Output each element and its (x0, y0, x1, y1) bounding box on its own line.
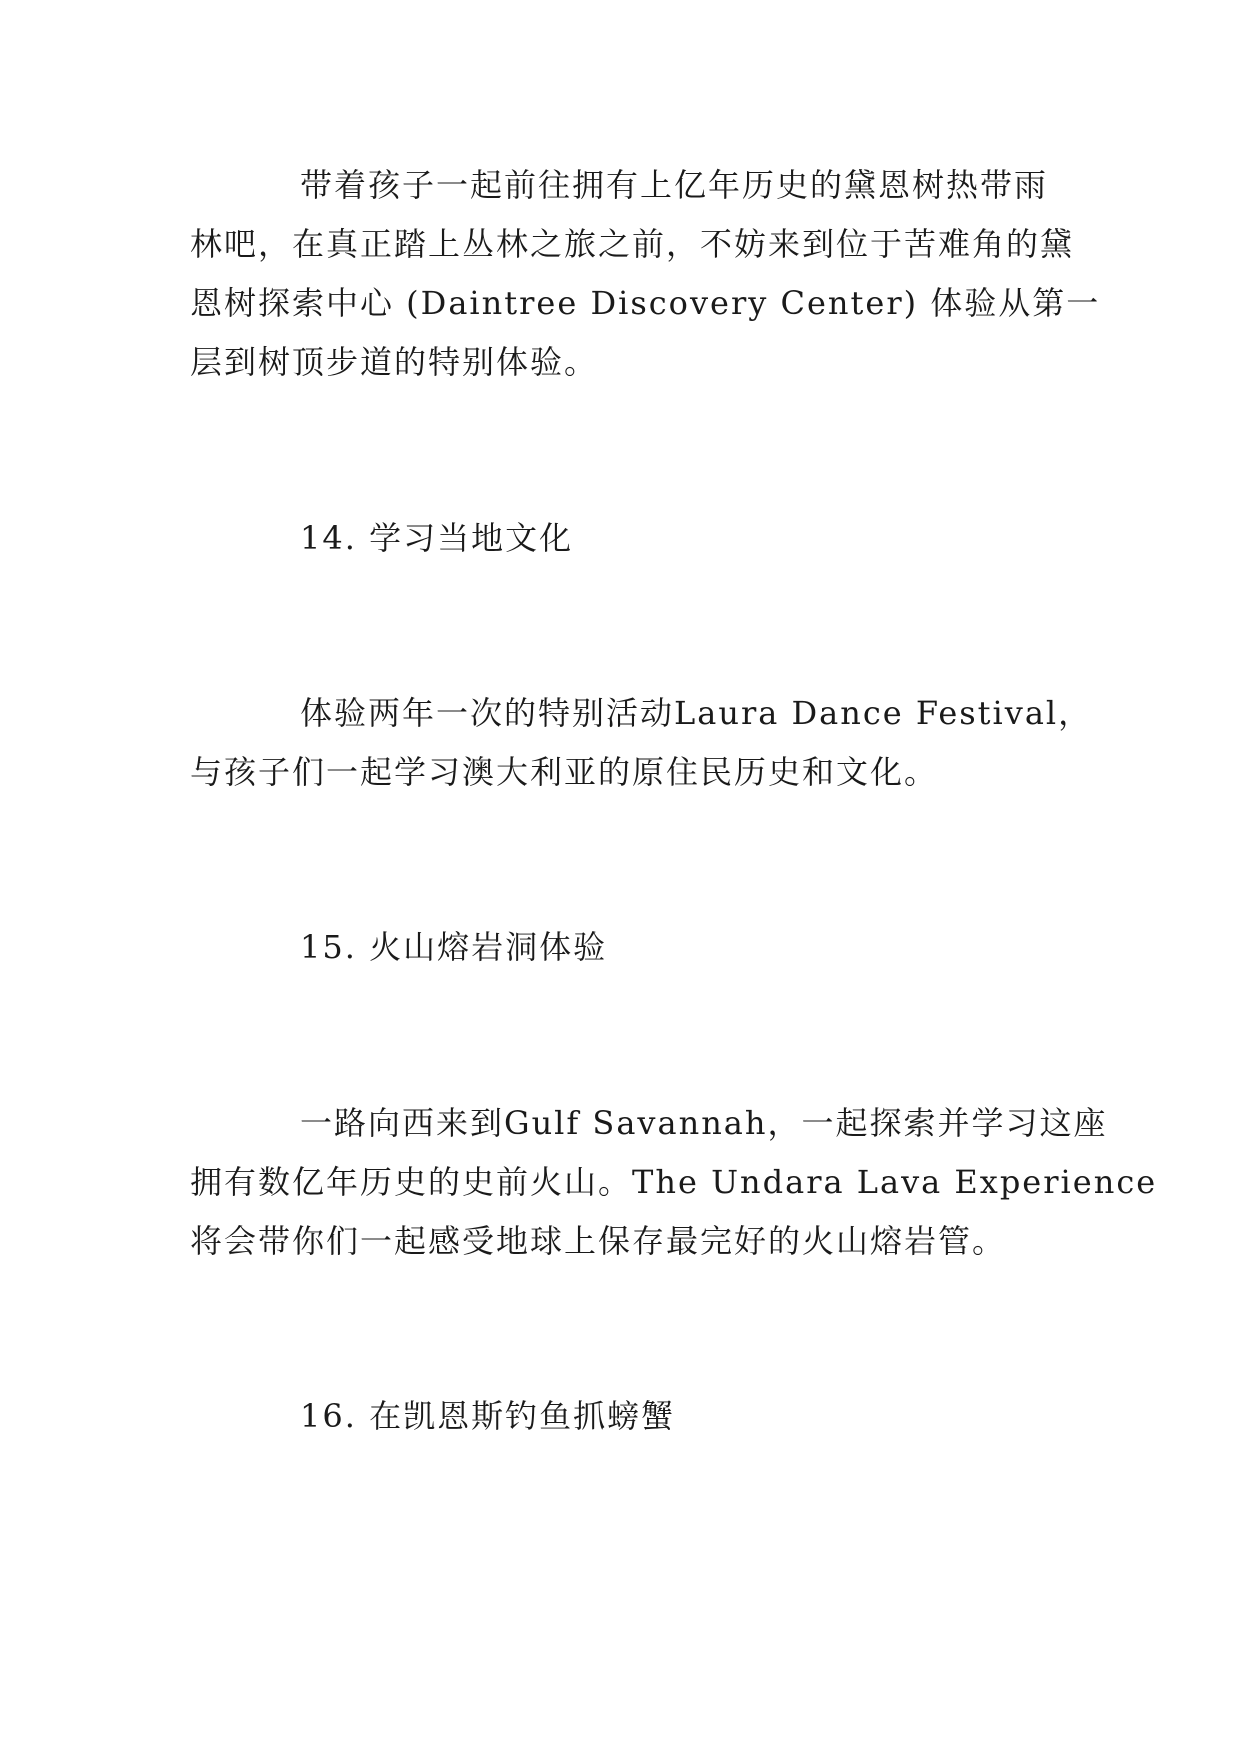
paragraph-2-line-2: 与孩子们一起学习澳大利亚的原住民历史和文化。 (190, 753, 939, 791)
paragraph-3-line-1: 一路向西来到Gulf Savannah，一起探索并学习这座 (300, 1104, 1108, 1142)
paragraph-3-line-2: 拥有数亿年历史的史前火山。The Undara Lava Experience (190, 1163, 1158, 1201)
paragraph-1-line-1: 带着孩子一起前往拥有上亿年历史的黛恩树热带雨 (300, 166, 1049, 204)
section-heading-15: 15. 火山熔岩洞体验 (300, 928, 608, 966)
paragraph-1-line-3: 恩树探索中心 (Daintree Discovery Center) 体验从第一 (190, 284, 1101, 322)
paragraph-3-line-3: 将会带你们一起感受地球上保存最完好的火山熔岩管。 (190, 1222, 1007, 1260)
section-heading-16: 16. 在凯恩斯钓鱼抓螃蟹 (300, 1397, 676, 1435)
section-heading-14: 14. 学习当地文化 (300, 519, 574, 557)
paragraph-1-line-4: 层到树顶步道的特别体验。 (190, 343, 599, 381)
paragraph-1-line-2: 林吧，在真正踏上丛林之旅之前，不妨来到位于苦难角的黛 (190, 225, 1075, 263)
paragraph-2-line-1: 体验两年一次的特别活动Laura Dance Festival， (300, 694, 1093, 732)
